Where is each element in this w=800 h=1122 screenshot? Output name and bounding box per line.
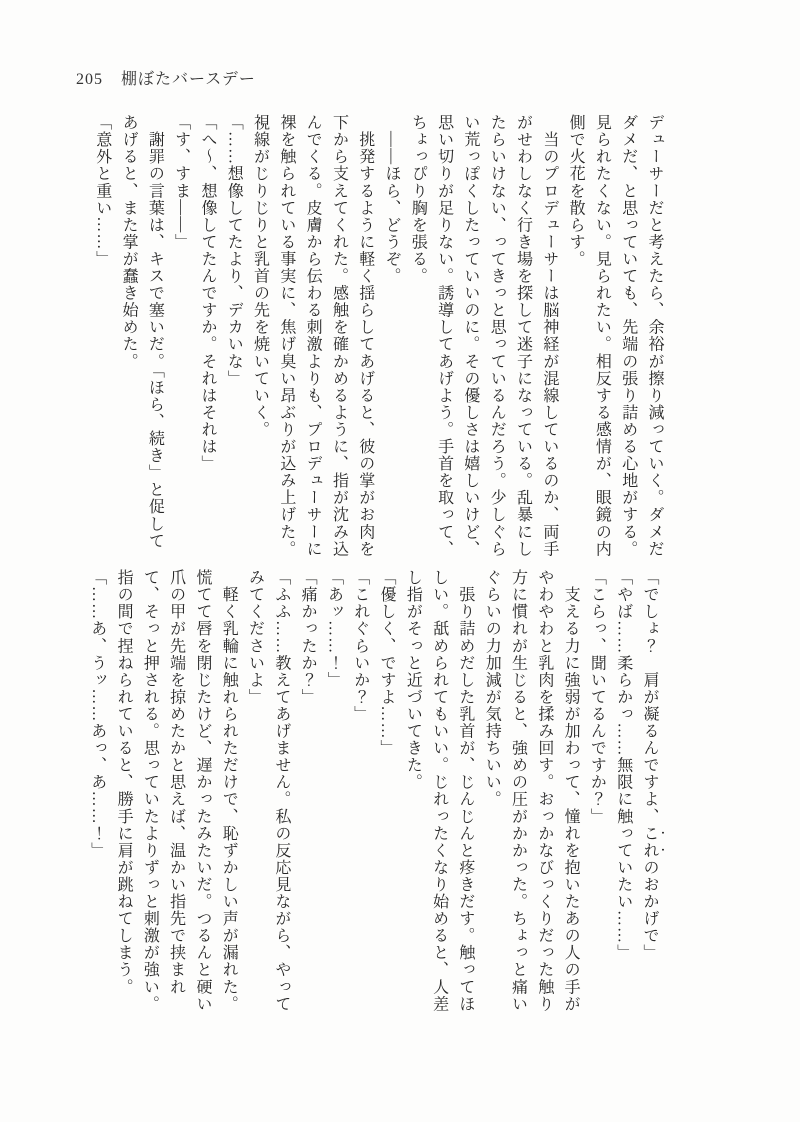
text-paragraph: 「痛かったか？」	[299, 569, 317, 706]
page-title: 棚ぼたバースデー	[121, 71, 256, 88]
text-paragraph: 謝罪の言葉は、キスで塞いだ。「ほら、続き」と促してあげると、また掌が蠢き始めた。	[120, 114, 164, 550]
text-segment: のおかげで」	[641, 858, 658, 962]
text-paragraph: 当のプロデューサーは脳神経が混線しているのか、両手がせわしなく行き場を探して迷子になっている。乱暴にしたらいけない、ってきっと思っているんだろう。少しぐらい荒っぽくしたっていいのに。その優しさは嬉しいけど、思い切りが足りない。誘導してあげよう。手首を取って、ちょっぴり胸を張る。	[409, 114, 558, 558]
emphasized-text: これ	[641, 824, 658, 859]
text-paragraph: 軽く乳輪に触れられただけで、恥ずかしい声が漏れた。慌てて唇を閉じたけど、遅かったみたいだ。つるんと硬い爪の甲が先端を掠めたかと思えば、温かい指先で挟まれて、そっと押される。思っていたよりずっと刺激が強い。指の間で捏ねられていると、勝手に肩が跳ねてしまう。	[115, 569, 238, 1013]
text-paragraph: 「こらっ、聞いてるんですか？」	[588, 569, 606, 825]
text-paragraph: 「意外と重い……」	[93, 114, 111, 268]
text-paragraph: 「これぐらいか？」	[351, 569, 369, 723]
text-paragraph: デューサーだと考えたら、余裕が擦り減っていく。ダメだダメだ、と思っていても、先端の張り詰める心地がする。見られたくない。見られたい。相反する感情が、眼鏡の内側で火花を散らす。	[567, 114, 663, 558]
text-paragraph: 「す、すま――」	[172, 114, 190, 251]
text-paragraph: 支える力に強弱が加わって、憧れを抱いたあの人の手がやわやわと乳肉を揉み回す。おっかなびっくりだった触り方に慣れが生じると、強めの圧がかかった。ちょっと痛いぐらいの力加減が気持ちいい。	[483, 569, 580, 1013]
top-text-block	[85, 114, 667, 558]
text-paragraph: 「あッ……！」	[325, 569, 343, 689]
bottom-text-block	[85, 569, 667, 1013]
text-paragraph: 「……あ、うッ……あっ、あ……！」	[88, 569, 106, 859]
text-paragraph: 挑発するように軽く揺らしてあげると、彼の掌がお肉を下から支えてくれた。感触を確かめるように、指が沈み込んでくる。皮膚から伝わる刺激よりも、プロデューサーに裸を触られている事実に、焦げ臭い昂ぶりが込み上げた。視線がじりじりと乳首の先を焼いていく。	[251, 114, 374, 558]
text-paragraph: 「やば……柔らかっ……無限に触っていたい……」	[614, 569, 632, 962]
text-paragraph: 「ふふ……教えてあげません。私の反応見ながら、やってみてくださいよ」	[246, 569, 290, 1013]
text-paragraph: ――ほら、どうぞ。	[383, 114, 401, 285]
text-paragraph: 「へ〜、想像してたんですか。それはそれは」	[198, 114, 216, 473]
text-segment: 「でしょ？ 肩が凝るんですよ、	[641, 569, 658, 825]
text-paragraph: 「優しく、ですよ……」	[378, 569, 396, 757]
page-number: 205	[76, 71, 103, 88]
text-paragraph: 張り詰めだした乳首が、じんじんと疼きだす。触ってほしい。舐められてもいい。じれったくなり始めると、人差し指がそっと近づいてきた。	[404, 569, 474, 1013]
text-paragraph: 「……想像してたより、デカいな」	[225, 114, 243, 387]
text-paragraph	[636, 569, 667, 1013]
page-header	[76, 66, 256, 89]
